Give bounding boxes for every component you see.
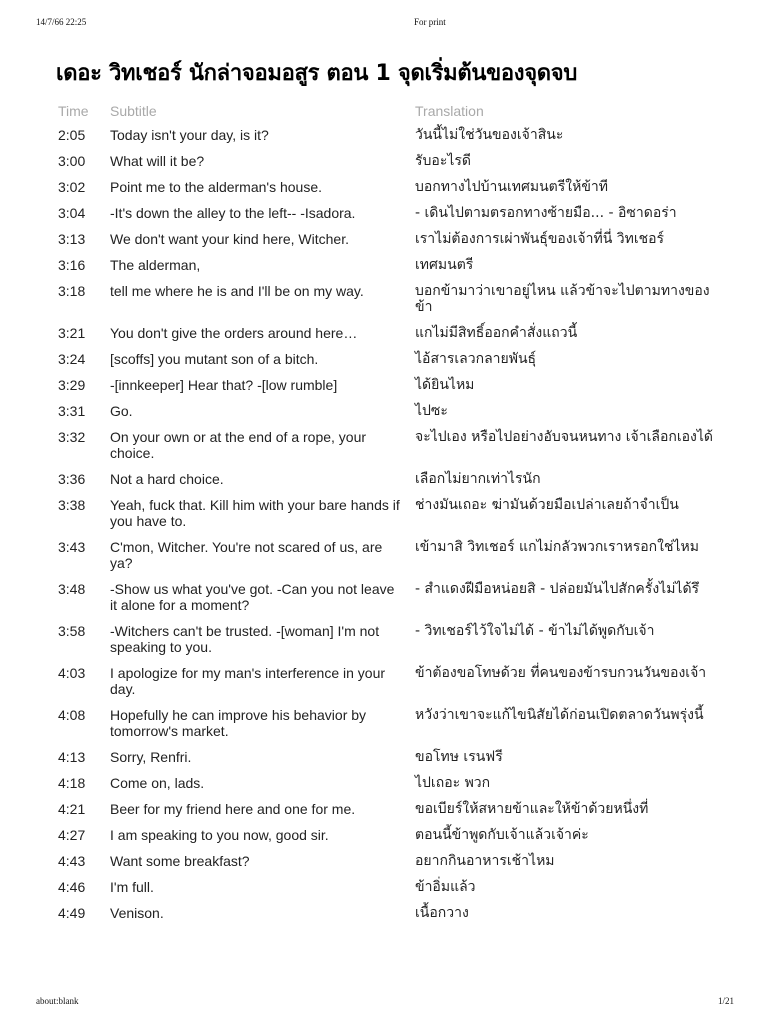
cell-subtitle: I apologize for my man's interference in your day. [110, 665, 386, 697]
cell-subtitle: Come on, lads. [110, 775, 205, 791]
cell-translation: ขอโทษ เรนฟรี [415, 749, 503, 765]
table-row [52, 618, 722, 660]
cell-time: 3:36 [58, 471, 86, 487]
cell-translation: - สำแดงฝีมือหน่อยสิ - ปล่อยมันไปสักครั้งไม่ได้รึ [415, 581, 700, 597]
cell-time: 3:18 [58, 283, 86, 299]
cell-time: 3:29 [58, 377, 86, 393]
cell-translation: บอกข้ามาว่าเขาอยู่ไหน แล้วข้าจะไปตามทางของข้า [415, 283, 710, 315]
table-row [52, 466, 722, 492]
cell-subtitle: I am speaking to you now, good sir. [110, 827, 329, 843]
table-row [52, 702, 722, 744]
subtitle-table-body [52, 122, 722, 926]
cell-translation: ไปเถอะ พวก [415, 775, 491, 791]
cell-time: 4:49 [58, 905, 86, 921]
cell-subtitle: We don't want your kind here, Witcher. [110, 231, 349, 247]
table-row [52, 660, 722, 702]
document-title: เดอะ วิทเชอร์ นักล่าจอมอสูร ตอน 1 จุดเริ่มต้นของจุดจบ [56, 61, 578, 86]
cell-subtitle: Today isn't your day, is it? [110, 127, 269, 143]
table-row [52, 398, 722, 424]
cell-subtitle: Venison. [110, 905, 164, 921]
table-row [52, 278, 722, 320]
cell-translation: เราไม่ต้องการเผ่าพันธุ์ของเจ้าที่นี่ วิทเชอร์ [415, 231, 665, 247]
column-header-translation: Translation [415, 103, 484, 119]
cell-translation: ได้ยินไหม [415, 377, 475, 393]
cell-subtitle: Hopefully he can improve his behavior by tomorrow's market. [110, 707, 367, 739]
cell-time: 4:43 [58, 853, 86, 869]
cell-subtitle: Point me to the alderman's house. [110, 179, 323, 195]
cell-time: 3:31 [58, 403, 86, 419]
cell-translation: - เดินไปตามตรอกทางซ้ายมือ... - อิซาดอร่า [415, 205, 677, 221]
cell-subtitle: -It's down the alley to the left-- -Isadora. [110, 205, 356, 221]
cell-time: 4:46 [58, 879, 86, 895]
table-row [52, 770, 722, 796]
cell-subtitle: Yeah, fuck that. Kill him with your bare hands if you have to. [110, 497, 400, 529]
cell-time: 3:16 [58, 257, 86, 273]
print-footer [36, 996, 734, 1008]
table-row [52, 796, 722, 822]
cell-time: 3:00 [58, 153, 86, 169]
table-row [52, 848, 722, 874]
cell-subtitle: Go. [110, 403, 133, 419]
subtitle-table [52, 98, 722, 926]
cell-subtitle: On your own or at the end of a rope, your choice. [110, 429, 367, 461]
print-page-number: 1/21 [717, 996, 734, 1006]
table-row [52, 822, 722, 848]
cell-subtitle: What will it be? [110, 153, 205, 169]
cell-time: 4:13 [58, 749, 86, 765]
table-row [52, 252, 722, 278]
cell-subtitle: Not a hard choice. [110, 471, 224, 487]
table-row [52, 226, 722, 252]
cell-time: 3:58 [58, 623, 86, 639]
table-row [52, 346, 722, 372]
cell-subtitle: -Show us what you've got. -Can you not leave it alone for a moment? [110, 581, 395, 613]
table-row [52, 122, 722, 148]
cell-subtitle: Want some breakfast? [110, 853, 250, 869]
cell-translation: อยากกินอาหารเช้าไหม [415, 853, 555, 869]
cell-subtitle: [scoffs] you mutant son of a bitch. [110, 351, 319, 367]
cell-translation: แกไม่มีสิทธิ์ออกคำสั่งแถวนี้ [415, 325, 578, 341]
cell-translation: ไอ้สารเลวกลายพันธุ์ [415, 351, 537, 367]
cell-subtitle: The alderman, [110, 257, 201, 273]
print-url: about:blank [36, 996, 79, 1006]
table-row [52, 874, 722, 900]
table-row [52, 174, 722, 200]
table-row [52, 200, 722, 226]
cell-translation: - วิทเชอร์ไว้ใจไม่ได้ - ข้าไม่ได้พูดกับเจ้า [415, 623, 655, 639]
cell-subtitle: Sorry, Renfri. [110, 749, 192, 765]
cell-translation: เทศมนตรี [415, 257, 474, 273]
column-header-time: Time [58, 103, 89, 119]
table-row [52, 148, 722, 174]
cell-translation: วันนี้ไม่ใช่วันของเจ้าสินะ [415, 127, 564, 143]
cell-translation: ช่างมันเถอะ ฆ่ามันด้วยมือเปล่าเลยถ้าจำเป็น [415, 497, 679, 513]
cell-time: 3:38 [58, 497, 86, 513]
cell-time: 3:24 [58, 351, 86, 367]
cell-translation: เข้ามาสิ วิทเชอร์ แกไม่กลัวพวกเราหรอกใช่ไหม [415, 539, 699, 555]
cell-translation: ขอเบียร์ให้สหายข้าและให้ข้าด้วยหนึ่งที่ [415, 801, 649, 817]
cell-translation: หวังว่าเขาจะแก้ไขนิสัยได้ก่อนเปิดตลาดวันพรุ่งนี้ [415, 707, 704, 723]
cell-translation: ตอนนี้ข้าพูดกับเจ้าแล้วเจ้าค่ะ [415, 827, 589, 843]
cell-subtitle: -Witchers can't be trusted. -[woman] I'm not speaking to you. [110, 623, 380, 655]
table-row [52, 744, 722, 770]
cell-subtitle: C'mon, Witcher. You're not scared of us, are ya? [110, 539, 383, 571]
cell-time: 3:32 [58, 429, 86, 445]
cell-time: 3:13 [58, 231, 86, 247]
table-row [52, 492, 722, 534]
table-row [52, 534, 722, 576]
cell-subtitle: You don't give the orders around here… [110, 325, 358, 341]
print-header [36, 17, 734, 29]
table-row [52, 900, 722, 926]
table-row [52, 424, 722, 466]
cell-time: 4:21 [58, 801, 86, 817]
cell-time: 4:03 [58, 665, 86, 681]
table-row [52, 372, 722, 398]
cell-time: 3:43 [58, 539, 86, 555]
cell-time: 3:02 [58, 179, 86, 195]
cell-time: 3:04 [58, 205, 86, 221]
cell-time: 2:05 [58, 127, 86, 143]
cell-translation: เลือกไม่ยากเท่าไรนัก [415, 471, 541, 487]
cell-time: 4:27 [58, 827, 86, 843]
cell-translation: ข้าอิ่มแล้ว [415, 879, 476, 895]
cell-time: 4:08 [58, 707, 86, 723]
table-header-row [52, 98, 722, 122]
cell-translation: บอกทางไปบ้านเทศมนตรีให้ข้าที [415, 179, 608, 195]
cell-subtitle: -[innkeeper] Hear that? -[low rumble] [110, 377, 338, 393]
cell-translation: ไปซะ [415, 403, 448, 419]
cell-subtitle: tell me where he is and I'll be on my way. [110, 283, 364, 299]
table-row [52, 320, 722, 346]
cell-translation: เนื้อกวาง [415, 905, 469, 921]
print-page-title: For print [414, 17, 446, 27]
print-datetime: 14/7/66 22:25 [36, 17, 87, 27]
table-row [52, 576, 722, 618]
cell-subtitle: I'm full. [110, 879, 154, 895]
cell-time: 4:18 [58, 775, 86, 791]
cell-time: 3:48 [58, 581, 86, 597]
column-header-subtitle: Subtitle [110, 103, 157, 119]
cell-translation: ข้าต้องขอโทษด้วย ที่คนของข้ารบกวนวันของเจ้า [415, 665, 707, 681]
cell-subtitle: Beer for my friend here and one for me. [110, 801, 356, 817]
cell-time: 3:21 [58, 325, 86, 341]
cell-translation: รับอะไรดี [415, 153, 471, 169]
cell-translation: จะไปเอง หรือไปอย่างอับจนหนทาง เจ้าเลือกเองได้ [415, 429, 714, 445]
